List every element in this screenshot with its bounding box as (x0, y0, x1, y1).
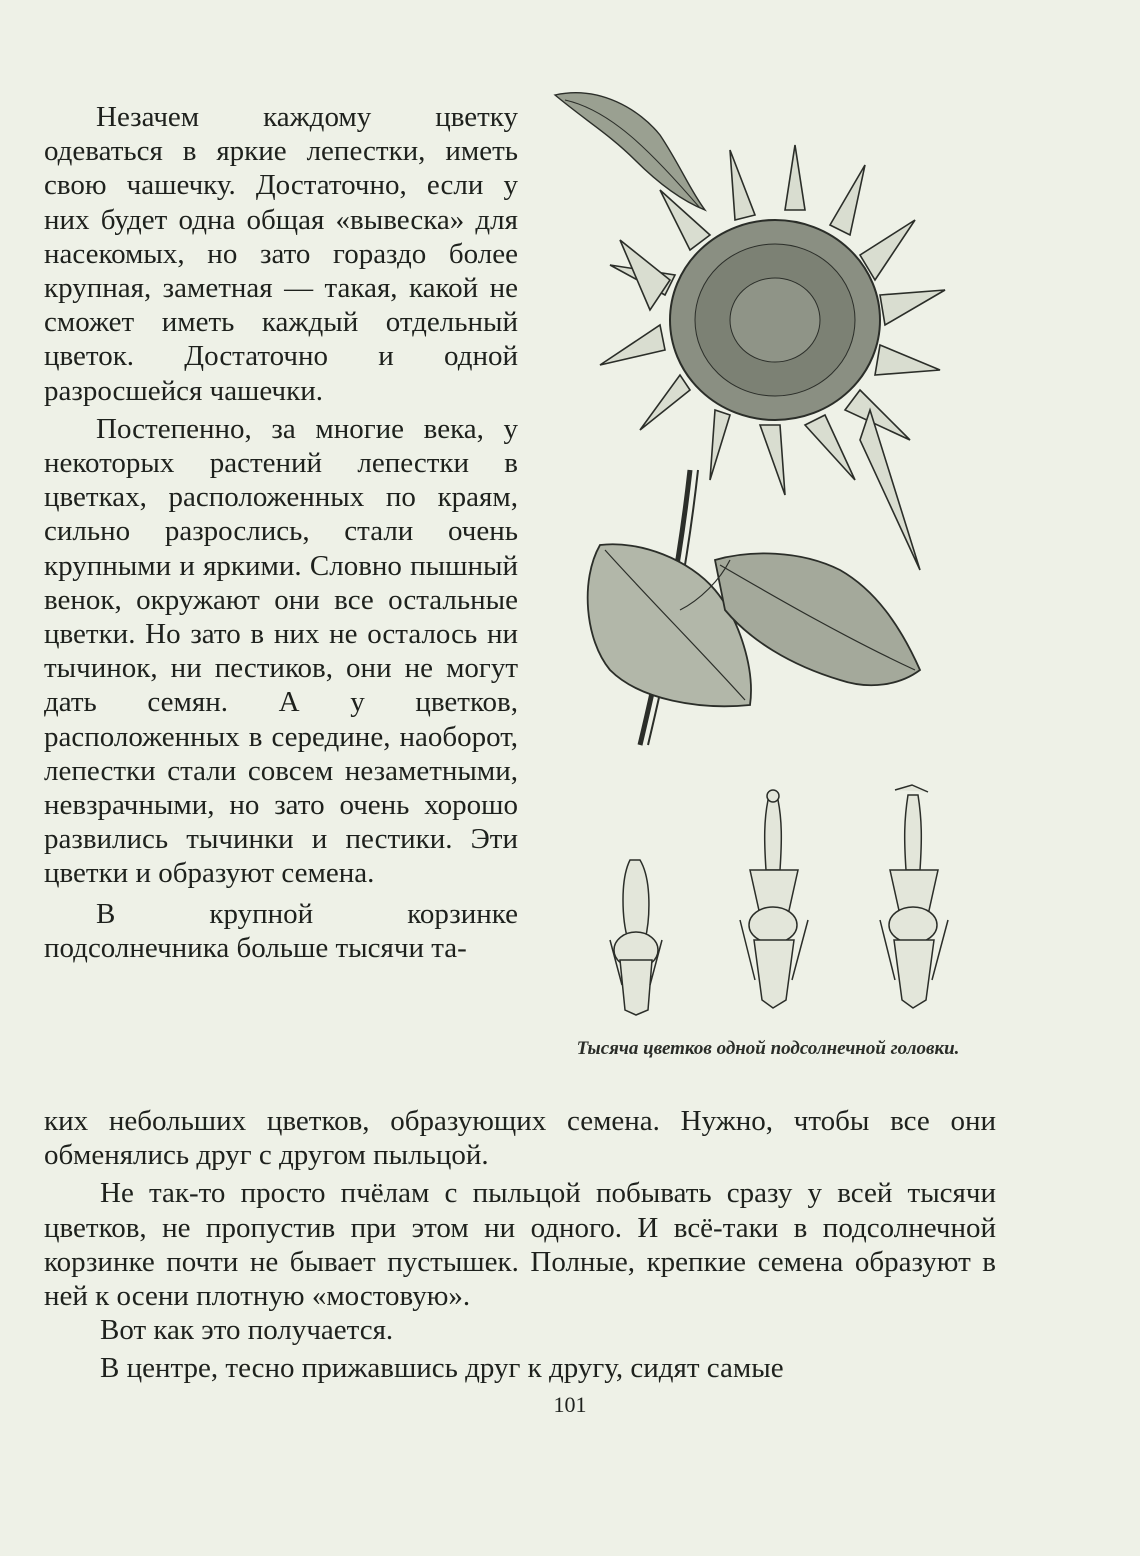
page-number: 101 (553, 1392, 587, 1417)
left-column-text (44, 100, 518, 965)
sunflower-figure (540, 80, 1000, 1080)
paragraph-4: Не так-то просто пчёлам с пыльцой побывать сразу у всей тысячи цветков, не пропустив при этом ни одного. И всё-таки в подсолнечной корзинке почти не бывает пустышек. Полные, крепкие семена образуют в ней к осени плотную «мостовую». (44, 1177, 996, 1313)
sunflower-illustration-icon (540, 80, 1000, 1080)
paragraph-5: Вот как это получается. (100, 1314, 394, 1347)
paragraph-1: Незачем каждому цветку одеваться в яркие лепестки, иметь свою чашечку. Достаточно, если у них будет одна общая «вывеска» для насекомых, но зато гораздо более крупная, заметная — такая, какой не сможет иметь каждый отдельный цветок. Достаточно и одной разросшейся чашечки. (44, 101, 518, 407)
paragraph-3-end: ких небольших цветков, образующих семена. Нужно, чтобы все они обменялись друг с другом пыльцой. (44, 1105, 996, 1172)
figure-caption: Тысяча цветков одной подсолнечной головки. (576, 1038, 960, 1059)
paragraph-6: В центре, тесно прижавшись друг к другу, сидят самые (100, 1352, 784, 1385)
paragraph-3-start: В крупной корзинке подсолнечника больше тысячи та- (44, 897, 518, 964)
paragraph-2: Постепенно, за многие века, у некоторых растений лепестки в цветках, расположенных по краям, сильно разрослись, стали очень крупными и яркими. Словно пышный венок, окружают они все остальные цветки. Но зато в них не осталось ни тычинок, ни пестиков, они не могут дать семян. А у цветков, расположенных в середине, наоборот, лепестки стали совсем незаметными, невзрачными, но зато очень хорошо развились тычинки и пестики. Эти цветки и образуют семена. (44, 412, 518, 890)
full-width-text (44, 1104, 996, 1386)
